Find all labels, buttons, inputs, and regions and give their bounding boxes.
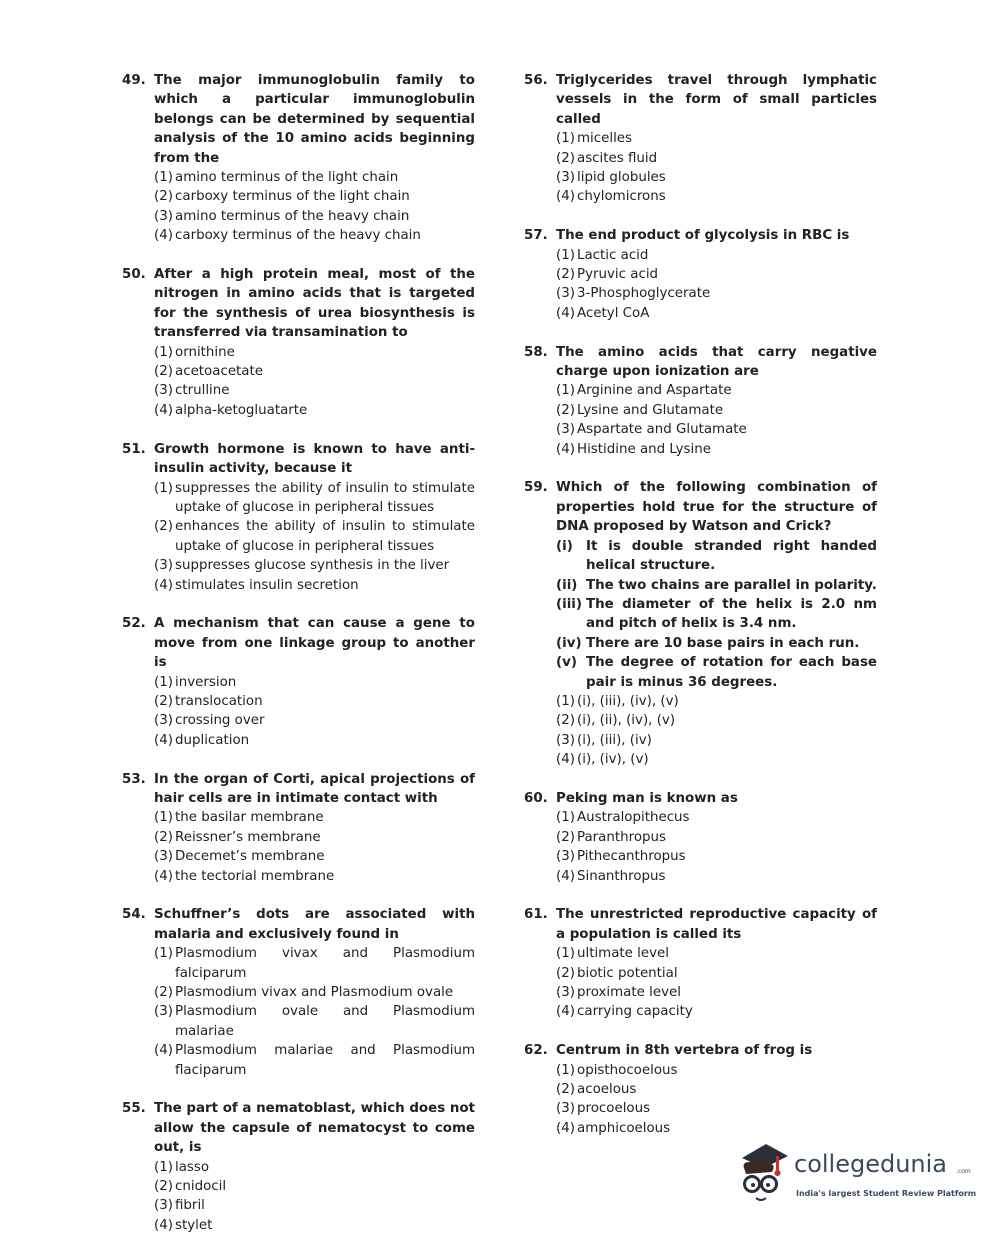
question-text: After a high protein meal, most of the nitrogen in amino acids that is targeted for the synthesis of urea biosynthesis is transferred via transamination to (154, 267, 475, 341)
option-label: (4) (154, 228, 173, 244)
option-text: suppresses glucose synthesis in the liver (175, 558, 450, 574)
question-number: 49. (122, 73, 146, 88)
option (556, 168, 877, 187)
option-label: (3) (556, 1101, 575, 1117)
option-text: chylomicrons (577, 189, 666, 205)
option (556, 711, 877, 730)
mascot-icon (736, 1142, 794, 1208)
question-number: 52. (122, 616, 146, 632)
option-label: (1) (556, 131, 575, 147)
option-text: 3-Phosphoglycerate (577, 286, 711, 302)
logo-brand: collegedunia (794, 1150, 948, 1178)
question-53 (122, 770, 475, 886)
option-list (524, 1061, 877, 1139)
question-text: Schuffner’s dots are associated with malaria and exclusively found in (154, 907, 475, 942)
option-text: Sinanthropus (577, 868, 666, 884)
question-text: The unrestricted reproductive capacity of a population is called its (556, 907, 877, 942)
option (556, 265, 877, 284)
option-text: Pithecanthropus (577, 849, 686, 865)
option-list (122, 944, 475, 1080)
option-label: (1) (154, 946, 173, 962)
option-text: proximate level (577, 985, 681, 1001)
statement (556, 653, 877, 692)
statement-text: There are 10 base pairs in each run. (586, 635, 860, 651)
statement-text: The degree of rotation for each base pair is minus 36 degrees. (586, 655, 877, 690)
option-label: (2) (556, 402, 575, 418)
statement-label: (v) (556, 655, 577, 671)
option (154, 1216, 475, 1235)
question-59 (524, 478, 877, 769)
option-label: (4) (154, 577, 173, 593)
option-label: (2) (154, 829, 173, 845)
option-text: amphicoelous (577, 1120, 671, 1136)
statement-label: (i) (556, 538, 573, 554)
option-label: (1) (556, 693, 575, 709)
option-label: (4) (154, 868, 173, 884)
option-text: Plasmodium vivax and Plasmodium falciparum (175, 946, 475, 981)
option-list (122, 343, 475, 421)
option-label: (1) (556, 946, 575, 962)
option (154, 381, 475, 400)
option (154, 343, 475, 362)
option-label: (2) (556, 829, 575, 845)
question-52 (122, 614, 475, 750)
option (556, 847, 877, 866)
option-label: (1) (556, 247, 575, 263)
option-text: enhances the ability of insulin to stimulate uptake of glucose in peripheral tissues (175, 519, 475, 554)
option (556, 1080, 877, 1099)
option-text: carboxy terminus of the light chain (175, 189, 410, 205)
option (154, 828, 475, 847)
option (556, 944, 877, 963)
option-text: translocation (175, 693, 263, 709)
option-text: Plasmodium malariae and Plasmodium flaciparum (175, 1043, 475, 1078)
option-text: acetoacetate (175, 364, 264, 380)
option-text: duplication (175, 732, 250, 748)
option-label: (4) (556, 868, 575, 884)
option-label: (2) (556, 713, 575, 729)
option (154, 556, 475, 575)
option-label: (2) (154, 985, 173, 1001)
option-label: (2) (154, 1179, 173, 1195)
option-text: lasso (175, 1159, 210, 1175)
option (556, 964, 877, 983)
option-label: (4) (154, 1043, 173, 1059)
statement (556, 576, 877, 595)
option-text: Lactic acid (577, 247, 649, 263)
option-label: (3) (154, 849, 173, 865)
question-number: 58. (524, 344, 548, 360)
question-text: The part of a nematoblast, which does not allow the capsule of nematocyst to come out, is (154, 1101, 475, 1156)
option-text: procoelous (577, 1101, 651, 1117)
option-list (122, 808, 475, 886)
question-number: 56. (524, 73, 548, 88)
option-label: (4) (154, 1217, 173, 1233)
option-label: (3) (556, 286, 575, 302)
option (556, 246, 877, 265)
statement (556, 537, 877, 576)
statement (556, 634, 877, 653)
option-label: (4) (556, 752, 575, 768)
option (154, 944, 475, 983)
option-text: Acetyl CoA (577, 305, 650, 321)
option-list (524, 129, 877, 207)
option-list (524, 692, 877, 770)
question-56 (524, 71, 877, 207)
option-list (122, 673, 475, 751)
option-text: Australopithecus (577, 810, 690, 826)
option (154, 1177, 475, 1196)
option-label: (1) (154, 344, 173, 360)
statement-label: (iv) (556, 635, 582, 651)
option-text: Lysine and Glutamate (577, 402, 724, 418)
option-text: amino terminus of the light chain (175, 170, 399, 186)
option-label: (4) (556, 1120, 575, 1136)
option-label: (3) (556, 422, 575, 438)
question-number: 57. (524, 228, 548, 244)
option (556, 420, 877, 439)
statement-label: (iii) (556, 596, 583, 612)
question-text: Growth hormone is known to have anti-insulin activity, because it (154, 441, 475, 477)
option-text: suppresses the ability of insulin to stimulate uptake of glucose in peripheral tissues (175, 480, 475, 515)
option-text: Aspartate and Glutamate (577, 422, 747, 438)
option (556, 284, 877, 303)
statement-text: The two chains are parallel in polarity. (586, 577, 877, 593)
question-text: The amino acids that carry negative charge upon ionization are (556, 344, 877, 380)
logo-suffix: .com (956, 1168, 971, 1175)
question-number: 61. (524, 907, 548, 923)
option-list (122, 1158, 475, 1236)
question-62 (524, 1041, 877, 1138)
option (154, 517, 475, 556)
option (154, 847, 475, 866)
option-text: ultimate level (577, 946, 670, 962)
option (556, 692, 877, 711)
option-label: (4) (556, 441, 575, 457)
option-label: (4) (154, 732, 173, 748)
option-text: ornithine (175, 344, 235, 360)
question-number: 53. (122, 771, 146, 787)
option-label: (4) (556, 1004, 575, 1020)
question-text: In the organ of Corti, apical projections of hair cells are in intimate contact with (154, 771, 475, 806)
option-text: fibril (175, 1198, 205, 1214)
question-number: 51. (122, 441, 146, 457)
question-text: The major immunoglobulin family to which a particular immunoglobulin belongs can be determined by sequential analysis of the 10 amino acids beginning from the (154, 73, 475, 166)
option-text: Arginine and Aspartate (577, 383, 732, 399)
question-number: 55. (122, 1101, 146, 1117)
question-49 (122, 71, 475, 246)
option (154, 1196, 475, 1215)
option (154, 1002, 475, 1041)
option-label: (1) (154, 170, 173, 186)
option-label: (4) (154, 402, 173, 418)
option-label: (1) (154, 480, 173, 496)
option-text: (i), (iii), (iv), (v) (577, 693, 679, 709)
option-label: (1) (154, 810, 173, 826)
option-text: (i), (iii), (iv) (577, 732, 652, 748)
option (154, 207, 475, 226)
option (556, 828, 877, 847)
option-label: (3) (556, 849, 575, 865)
option (556, 808, 877, 827)
option-text: carrying capacity (577, 1004, 693, 1020)
option-text: Paranthropus (577, 829, 666, 845)
option-text: amino terminus of the heavy chain (175, 208, 410, 224)
option-text: alpha-ketogluatarte (175, 402, 308, 418)
option-text: crossing over (175, 713, 265, 729)
option-list (524, 808, 877, 886)
option-label: (1) (556, 1062, 575, 1078)
option (556, 149, 877, 168)
option-text: Decemet’s membrane (175, 849, 325, 865)
option (154, 401, 475, 420)
question-number: 50. (122, 267, 146, 283)
option-label: (2) (556, 267, 575, 283)
question-51 (122, 440, 475, 595)
option-label: (2) (154, 364, 173, 380)
option (556, 731, 877, 750)
option-text: stylet (175, 1217, 213, 1233)
question-57 (524, 226, 877, 323)
option-label: (2) (154, 519, 173, 535)
option (556, 750, 877, 769)
option-label: (4) (556, 189, 575, 205)
option-text: Plasmodium ovale and Plasmodium malariae (175, 1004, 475, 1039)
option-label: (2) (556, 1082, 575, 1098)
question-text: Peking man is known as (556, 790, 738, 806)
option (556, 867, 877, 886)
statement-list (524, 537, 877, 692)
option-label: (3) (556, 732, 575, 748)
option (556, 1061, 877, 1080)
option-label: (4) (556, 305, 575, 321)
option-label: (2) (154, 189, 173, 205)
option (556, 1002, 877, 1021)
option-text: stimulates insulin secretion (175, 577, 359, 593)
option-label: (2) (556, 965, 575, 981)
question-58 (524, 343, 877, 459)
option (556, 381, 877, 400)
option-text: the tectorial membrane (175, 868, 335, 884)
option-text: Histidine and Lysine (577, 441, 711, 457)
option-text: Pyruvic acid (577, 267, 659, 283)
option-label: (3) (154, 558, 173, 574)
option (154, 362, 475, 381)
option (556, 304, 877, 323)
option (154, 867, 475, 886)
logo-tagline: India's largest Student Review Platform (796, 1189, 977, 1198)
option (154, 1041, 475, 1080)
option-text: lipid globules (577, 170, 666, 186)
question-text: Which of the following combination of properties hold true for the structure of DNA proposed by Watson and Crick? (556, 480, 877, 535)
question-50 (122, 265, 475, 420)
question-number: 54. (122, 907, 146, 923)
option (556, 129, 877, 148)
question-text: Centrum in 8th vertebra of frog is (556, 1043, 813, 1059)
option (154, 692, 475, 711)
question-number: 62. (524, 1043, 548, 1059)
option (154, 808, 475, 827)
option-list (524, 944, 877, 1022)
option-label: (3) (154, 713, 173, 729)
right-column (524, 71, 877, 1158)
option (556, 983, 877, 1002)
option-label: (1) (154, 674, 173, 690)
option (154, 226, 475, 245)
question-61 (524, 905, 877, 1021)
option-list (122, 479, 475, 595)
left-column (122, 71, 475, 1255)
option-text: carboxy terminus of the heavy chain (175, 228, 421, 244)
statement-text: It is double stranded right handed helical structure. (586, 538, 877, 574)
option (154, 168, 475, 187)
option-list (122, 168, 475, 246)
option-label: (2) (154, 693, 173, 709)
question-text: Triglycerides travel through lymphatic vessels in the form of small particles called (556, 73, 877, 127)
option-text: (i), (ii), (iv), (v) (577, 713, 676, 729)
option-label: (3) (556, 170, 575, 186)
option-text: micelles (577, 131, 633, 147)
option-list (524, 381, 877, 459)
option (556, 440, 877, 459)
option-label: (3) (154, 383, 173, 399)
option (154, 673, 475, 692)
option-text: the basilar membrane (175, 810, 324, 826)
question-text: The end product of glycolysis in RBC is (556, 228, 850, 244)
option-text: (i), (iv), (v) (577, 752, 649, 768)
option-text: acoelous (577, 1082, 637, 1098)
question-text: A mechanism that can cause a gene to move from one linkage group to another is (154, 616, 475, 671)
option-label: (3) (154, 1004, 173, 1020)
question-number: 59. (524, 480, 548, 496)
option-label: (1) (556, 810, 575, 826)
option-label: (3) (154, 1198, 173, 1214)
question-54 (122, 905, 475, 1080)
option (154, 479, 475, 518)
question-60 (524, 789, 877, 886)
option (154, 983, 475, 1002)
statement-label: (ii) (556, 577, 578, 593)
option (556, 1099, 877, 1118)
option-label: (2) (556, 150, 575, 166)
option (556, 401, 877, 420)
collegedunia-logo[interactable] (736, 1142, 977, 1212)
option-list (524, 246, 877, 324)
statement-text: The diameter of the helix is 2.0 nm and pitch of helix is 3.4 nm. (586, 596, 877, 632)
option-text: ascites fluid (577, 150, 658, 166)
option-label: (1) (154, 1159, 173, 1175)
option-text: ctrulline (175, 383, 230, 399)
option (556, 187, 877, 206)
option-text: Plasmodium vivax and Plasmodium ovale (175, 985, 454, 1001)
statement (556, 595, 877, 634)
option-text: opisthocoelous (577, 1062, 678, 1078)
option (154, 711, 475, 730)
option-text: cnidocil (175, 1179, 227, 1195)
question-number: 60. (524, 790, 548, 806)
option-text: biotic potential (577, 965, 678, 981)
option-label: (3) (556, 985, 575, 1001)
option (154, 731, 475, 750)
option-text: inversion (175, 674, 237, 690)
option (154, 576, 475, 595)
option-text: Reissner’s membrane (175, 829, 321, 845)
option (154, 187, 475, 206)
option (154, 1158, 475, 1177)
option-label: (3) (154, 208, 173, 224)
question-55 (122, 1099, 475, 1235)
option-label: (1) (556, 383, 575, 399)
option (556, 1119, 877, 1138)
